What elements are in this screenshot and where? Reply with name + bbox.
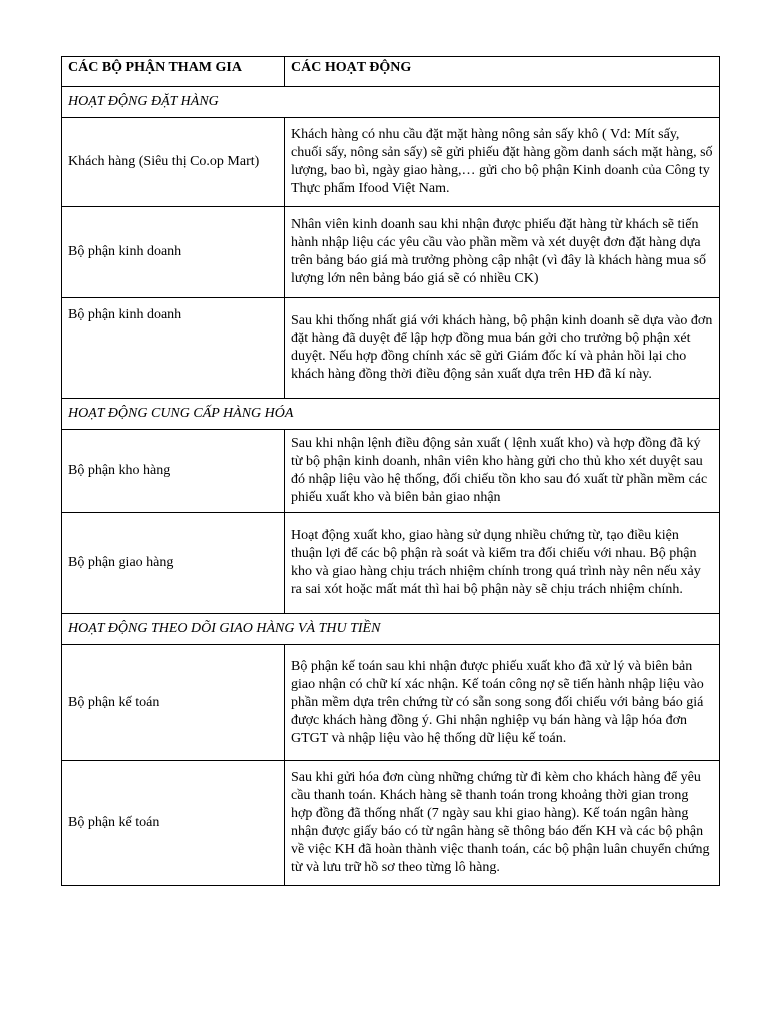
department-cell: Bộ phận kinh doanh (62, 298, 285, 399)
activity-cell: Sau khi gửi hóa đơn cùng những chứng từ đi kèm cho khách hàng để yêu cầu thanh toán. Khách hàng sẽ thanh toán trong khoảng thời gian trong hợp đồng đã thống nhất (7 ngày sau khi giao hàng). Kế toán ngân hàng nhận được giấy báo có từ ngân hàng sẽ thông báo đến KH và các bộ phận về việc KH đã hoàn thành việc thanh toán, các bộ phận luân chuyển chứng từ và lưu trữ hồ sơ theo từng lô hàng. (285, 761, 720, 886)
department-cell: Bộ phận kinh doanh (62, 207, 285, 298)
activity-cell: Khách hàng có nhu cầu đặt mặt hàng nông sản sấy khô ( Vd: Mít sấy, chuối sấy, nông sản sấy) sẽ gửi phiếu đặt hàng gồm danh sách mặt hàng, số lượng, bao bì, ngày giao hàng,… gửi cho bộ phận Kinh doanh của Công ty Thực phẩm Ifood Việt Nam. (285, 118, 720, 207)
table-row (62, 118, 720, 207)
activity-cell: Sau khi thống nhất giá với khách hàng, bộ phận kinh doanh sẽ dựa vào đơn đặt hàng đã duyệt để lập hợp đồng mua bán gởi cho trưởng bộ phận xét duyệt. Nếu hợp đồng chính xác sẽ gửi Giám đốc kí và phản hồi lại cho khách hàng đồng thời điều động sản xuất dựa trên HĐ đã kí này. (285, 298, 720, 399)
activities-table (61, 56, 720, 886)
table-row (62, 298, 720, 399)
department-cell: Bộ phận kho hàng (62, 430, 285, 513)
department-cell: Bộ phận giao hàng (62, 513, 285, 614)
activity-cell: Nhân viên kinh doanh sau khi nhận được phiếu đặt hàng từ khách sẽ tiến hành nhập liệu các yêu cầu vào phần mềm và xét duyệt đơn đặt hàng dựa trên bảng báo giá mà trưởng phòng cập nhật (vì đây là khách hàng mua số lượng lớn nên bảng báo giá sẽ có nhiều CK) (285, 207, 720, 298)
table-header-row (62, 57, 720, 87)
activity-cell: Sau khi nhận lệnh điều động sản xuất ( lệnh xuất kho) và hợp đồng đã ký từ bộ phận kinh doanh, nhân viên kho hàng gửi cho thủ kho xét duyệt sau đó nhập liệu vào hệ thống, đối chiếu tồn kho sau đó xuất từ phần mềm các phiếu xuất kho và biên bản giao nhận (285, 430, 720, 513)
table-row (62, 513, 720, 614)
section-title: HOẠT ĐỘNG CUNG CẤP HÀNG HÓA (62, 399, 720, 430)
activity-cell: Hoạt động xuất kho, giao hàng sử dụng nhiều chứng từ, tạo điều kiện thuận lợi để các bộ phận rà soát và kiểm tra đối chiếu với nhau. Bộ phận kho và giao hàng chịu trách nhiệm chính trong quá trình này nên nếu xảy ra sai xót hoặc mất mát thì hai bộ phận này sẽ chịu trách nhiệm chính. (285, 513, 720, 614)
department-cell: Khách hàng (Siêu thị Co.op Mart) (62, 118, 285, 207)
department-cell: Bộ phận kế toán (62, 761, 285, 886)
section-title: HOẠT ĐỘNG THEO DÕI GIAO HÀNG VÀ THU TIỀN (62, 614, 720, 645)
department-cell: Bộ phận kế toán (62, 645, 285, 761)
section-title: HOẠT ĐỘNG ĐẶT HÀNG (62, 87, 720, 118)
section-row (62, 87, 720, 118)
header-activities: CÁC HOẠT ĐỘNG (285, 57, 720, 87)
section-row (62, 399, 720, 430)
activity-cell: Bộ phận kế toán sau khi nhận được phiếu xuất kho đã xử lý và biên bản giao nhận có chữ kí xác nhận. Kế toán công nợ sẽ tiến hành nhập liệu vào phần mềm dựa trên chứng từ có sẵn song song đối chiếu với bảng báo giá được khách hàng đồng ý. Ghi nhận nghiệp vụ bán hàng và lập hóa đơn GTGT và nhập liệu vào hệ thống dữ liệu kế toán. (285, 645, 720, 761)
header-departments: CÁC BỘ PHẬN THAM GIA (62, 57, 285, 87)
table-row (62, 645, 720, 761)
section-row (62, 614, 720, 645)
table-row (62, 761, 720, 886)
table-row (62, 207, 720, 298)
table-row (62, 430, 720, 513)
